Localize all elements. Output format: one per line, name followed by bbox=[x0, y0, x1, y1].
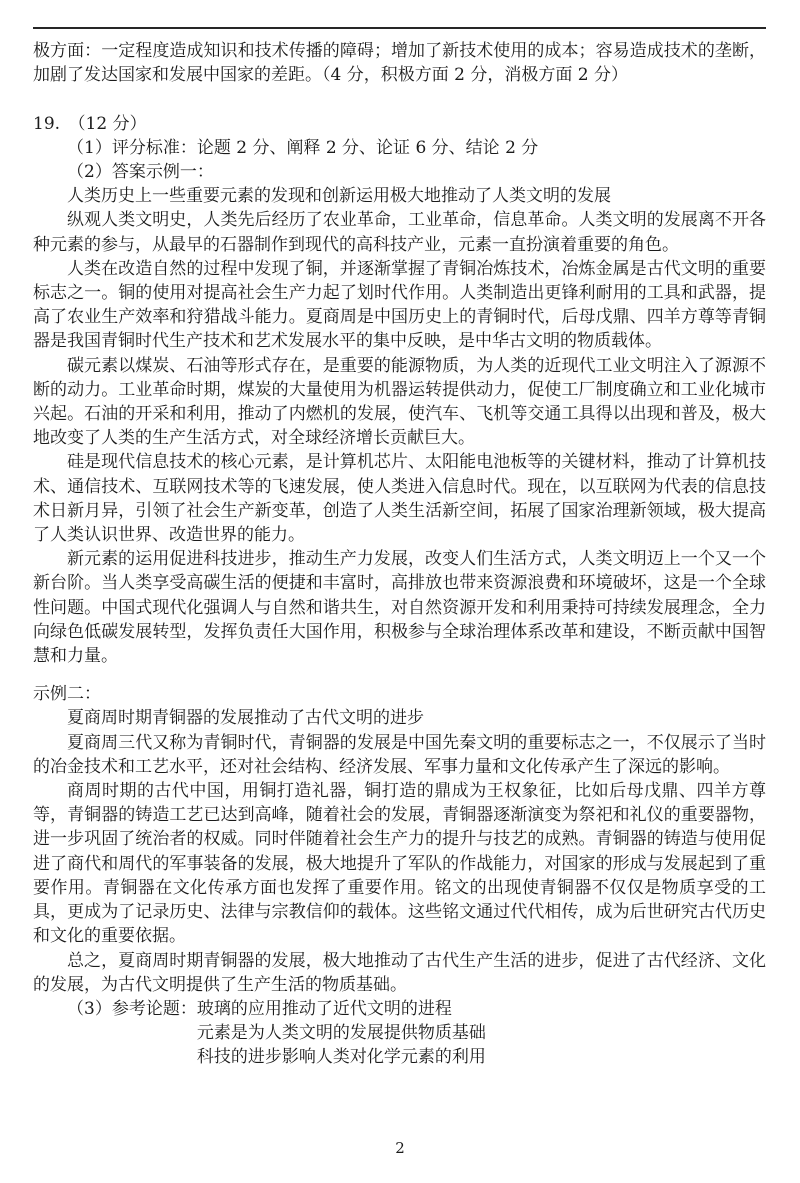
example1-paragraph-5: 新元素的运用促进科技进步，推动生产力发展，改变人们生活方式，人类文明迈上一个又一个新台阶。当人类享受高碳生活的便捷和丰富时，高排放也带来资源浪费和环境破坏，这是一个全球性问题。中国式现代化强调人与自然和谐共生，对自然资源开发和利用秉持可持续发展理念，全力向绿色低碳发展转型，发挥负责任大国作用，积极参与全球治理体系改革和建设，不断贡献中国智慧和力量。 bbox=[33, 549, 766, 667]
continuation-paragraph: 极方面：一定程度造成知识和技术传播的障碍；增加了新技术使用的成本；容易造成技术的垄断，加剧了发达国家和发展中国家的差距。（4 分，积极方面 2 分，消极方面 2 分） bbox=[33, 41, 766, 86]
example1-paragraph-2: 人类在改造自然的过程中发现了铜，并逐渐掌握了青铜冶炼技术，冶炼金属是古代文明的重要标志之一。铜的使用对提高社会生产力起了划时代作用。人类制造出更锋利耐用的工具和武器，提高了农业生产效率和狩猎战斗能力。夏商周是中国历史上的青铜时代，后母戊鼎、四羊方尊等青铜器是我国青铜时代生产技术和艺术发展水平的集中反映，是中华古文明的物质载体。 bbox=[33, 258, 766, 352]
example2-thesis: 夏商周时期青铜器的发展推动了古代文明的进步 bbox=[67, 708, 424, 729]
example2-paragraph-2: 商周时期的古代中国，用铜打造礼器，铜打造的鼎成为王权象征，比如后母戊鼎、四羊方尊等，青铜器的铸造工艺已达到高峰，随着社会的发展，青铜器逐渐演变为祭祀和礼仪的重要器物，进一步巩固了统治者的权威。同时伴随着社会生产力的提升与技艺的成熟。青铜器的铸造与使用促进了商代和周代的军事装备的发展，极大地提升了军队的作战能力，对国家的形成与发展起到了重要作用。青铜器在文化传承方面也发挥了重要作用。铭文的出现使青铜器不仅仅是物质享受的工具，更成为了记录历史、法律与宗教信仰的载体。这些铭文通过代代相传，成为后世研究古代历史和文化的重要依据。 bbox=[33, 781, 766, 947]
example2-section bbox=[33, 682, 766, 997]
item3-topic-3: 科技的进步影响人类对化学元素的利用 bbox=[196, 1047, 486, 1068]
item3-label: （3）参考论题： bbox=[67, 998, 197, 1019]
item3-topic-list bbox=[197, 997, 766, 1070]
item3-reference-topics bbox=[33, 997, 766, 1070]
example1-paragraph-1: 纵观人类文明史，人类先后经历了农业革命，工业革命，信息革命。人类文明的发展离不开各种元素的参与，从最早的石器制作到现代的高科技产业，元素一直扮演着重要的角色。 bbox=[33, 210, 766, 255]
item3-topic-1: 玻璃的应用推动了近代文明的进程 bbox=[196, 998, 452, 1019]
example1-paragraph-3: 碳元素以煤炭、石油等形式存在，是重要的能源物质，为人类的近现代工业文明注入了源源不断的动力。工业革命时期，煤炭的大量使用为机器运转提供动力，促使工厂制度确立和工业化城市兴起。石油的开采和利用，推动了内燃机的发展，使汽车、飞机等交通工具得以出现和普及，极大地改变了人类的生产生活方式，对全球经济增长贡献巨大。 bbox=[33, 355, 766, 449]
answer-example1-label: （2）答案示例一： bbox=[67, 162, 214, 182]
document-body bbox=[33, 39, 766, 1070]
page-number: 2 bbox=[395, 1139, 405, 1157]
scoring-standard-line: （1）评分标准：论题 2 分、阐释 2 分、论证 6 分、结论 2 分 bbox=[67, 137, 539, 158]
example2-label: 示例二： bbox=[33, 684, 101, 705]
question-19-section bbox=[33, 112, 766, 1070]
item3-topic-2: 元素是为人类文明的发展提供物质基础 bbox=[196, 1023, 486, 1044]
example2-paragraph-3: 总之，夏商周时期青铜器的发展，极大地推动了古代生产生活的进步，促进了古代经济、文化的发展，为古代文明提供了生产生活的物质基础。 bbox=[33, 950, 766, 995]
example1-thesis: 人类历史上一些重要元素的发现和创新运用极大地推动了人类文明的发展 bbox=[67, 186, 611, 207]
example1-paragraph-4: 硅是现代信息技术的核心元素，是计算机芯片、太阳能电池板等的关键材料，推动了计算机技术、通信技术、互联网技术等的飞速发展，使人类进入信息时代。现在，以互联网为代表的信息技术日新月异，引领了社会生产新变革，创造了人类生活新空间，拓展了国家治理新领域，极大提高了人类认识世界、改造世界的能力。 bbox=[33, 452, 766, 546]
question-19-header: 19. （12 分） bbox=[33, 113, 147, 134]
example2-paragraph-1: 夏商周三代又称为青铜时代，青铜器的发展是中国先秦文明的重要标志之一，不仅展示了当时的冶金技术和工艺水平，还对社会结构、经济发展、军事力量和文化传承产生了深远的影响。 bbox=[33, 732, 766, 777]
header-rule bbox=[33, 27, 766, 29]
